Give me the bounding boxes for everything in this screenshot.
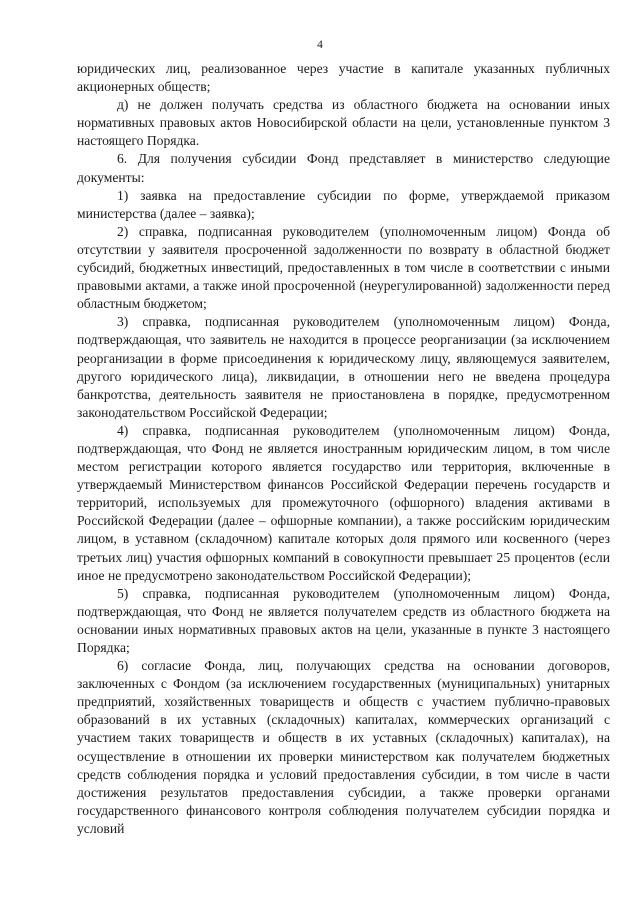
paragraph-clause-6: 6. Для получения субсидии Фонд представляет в министерство следующие документы: <box>77 151 610 185</box>
paragraph-item-6: 6) согласие Фонда, лиц, получающих средства на основании договоров, заключенных с Фондом (за исключением государственных (муниципальных) унитарных предприятий, хозяйственных товариществ и обществ с участием публично-правовых образований в их уставных (складочных) капиталах, коммерческих организаций с участием таких товариществ и обществ в их уставных (складочных) капиталах), на осуществление в отношении их проверки министерством как получателем бюджетных средств соблюдения порядка и условий предоставления субсидии, в том числе в части достижения результатов предоставления субсидии, а также проверки органами государственного финансового контроля соблюдения получателем субсидии порядка и условий <box>77 658 610 836</box>
paragraph-item-d: д) не должен получать средства из областного бюджета на основании иных нормативных правовых актов Новосибирской области на цели, установленные пунктом 3 настоящего Порядка. <box>77 97 610 149</box>
paragraph-item-4: 4) справка, подписанная руководителем (уполномоченным лицом) Фонда, подтверждающая, что Фонд не является иностранным юридическим лицом, в том числе местом регистрации которого является государство или территория, включенные в утверждаемый Министерством финансов Российской Федерации перечень государств и территорий, используемых для промежуточного (офшорного) владения активами в Российской Федерации (далее – офшорные компании), а также российским юридическим лицом, в уставном (складочном) капитале которых доля прямого или косвенного (через третьих лиц) участия офшорных компаний в совокупности превышает 25 процентов (если иное не предусмотрено законодательством Российской Федерации); <box>77 422 610 583</box>
document-body <box>77 60 610 838</box>
paragraph-item-3: 3) справка, подписанная руководителем (уполномоченным лицом) Фонда, подтверждающая, что заявитель не находится в процессе реорганизации (за исключением реорганизации в форме присоединения к юридическому лицу, являющемуся заявителем, другого юридического лица), ликвидации, в отношении него не введена процедура банкротства, деятельность заявителя не приостановлена в порядке, предусмотренном законодательством Российской Федерации; <box>77 314 610 420</box>
page-number: 4 <box>317 39 323 51</box>
paragraph-item-2: 2) справка, подписанная руководителем (уполномоченным лицом) Фонда об отсутствии у заявителя просроченной задолженности по возврату в областной бюджет субсидий, бюджетных инвестиций, предоставленных в том числе в соответствии с иными правовыми актами, а также иной просроченной (неурегулированной) задолженности перед областным бюджетом; <box>77 223 610 312</box>
paragraph-item-1: 1) заявка на предоставление субсидии по форме, утверждаемой приказом министерства (далее – заявка); <box>77 187 610 221</box>
paragraph-item-5: 5) справка, подписанная руководителем (уполномоченным лицом) Фонда, подтверждающая, что Фонд не является получателем средств из областного бюджета на основании иных нормативных правовых актов на цели, указанные в пункте 3 настоящего Порядка; <box>77 585 610 655</box>
paragraph-continuation: юридических лиц, реализованное через участие в капитале указанных публичных акционерных обществ; <box>77 61 610 95</box>
